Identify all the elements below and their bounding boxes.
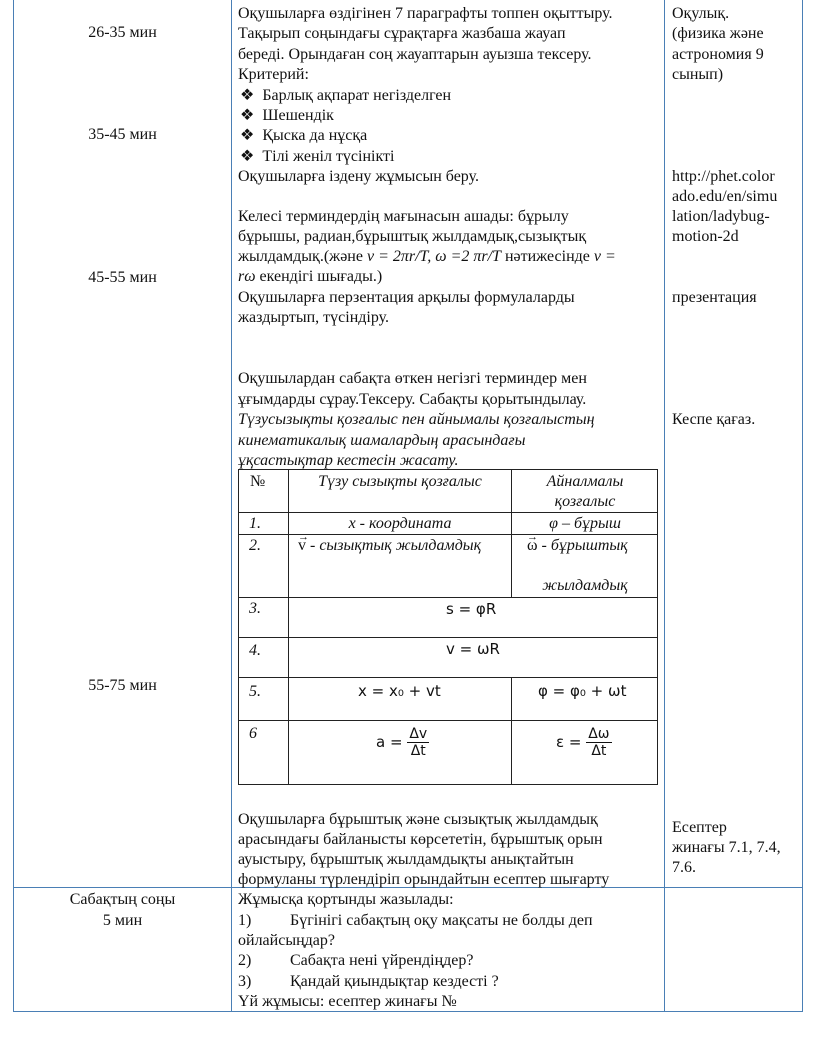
resource-link-line-4[interactable]: motion-2d [672,228,739,245]
p1-line-4: Критерий: [238,66,309,83]
criterion-4 [240,147,394,168]
p5-line-1: Оқушылардан сабақта өткен негізгі терминдер мен [238,370,587,387]
r2-num: 2. [249,537,261,554]
p5-italic-1: Түзусызықты қозғалыс пен айнымалы қозғалыстың [238,411,595,428]
table-border-left [13,0,14,1012]
end-item-1-cont: ойлайсыңдар? [238,932,335,949]
p3-line-2: бұрышы, радиан,бұрыштық жылдамдық,сызықтық [238,228,587,245]
r1-num: 1. [249,515,261,532]
p3-line-4 [238,267,382,288]
p3-line-3 [238,247,616,268]
p6-line-4: формуланы түрлендіріп орындайтын есептер шығарту [238,871,610,888]
r6-a-label: a = [376,733,403,751]
comparison-table-hline-3 [238,597,658,598]
resource-link-line-2[interactable]: ado.edu/en/simu [672,188,778,205]
r6-a-fraction [407,726,429,759]
r4-num: 4. [249,642,261,659]
resource-link-line-3[interactable]: lation/ladybug- [672,208,770,225]
time-label-4: 55-75 мин [88,677,157,694]
table-border-col1 [231,0,232,1012]
diamond-bullet-icon: ❖ [240,148,255,165]
p6-line-3: ауыстыру, бұрыштық жылдамдықты анықтайтын [238,851,574,868]
comparison-table-hline-4 [238,637,658,638]
end-line-1: Жұмысқа қортынды жазылады: [238,891,454,908]
p4-line-2: жаздыртып, түсіндіру. [238,309,390,326]
comparison-table-hline-5 [238,677,658,678]
diamond-bullet-icon: ❖ [240,127,255,144]
p6-line-2: арасындағы байланысты көрсететін, бұрыштық орын [238,831,603,848]
r2-omega-symbol: → ω [527,537,538,554]
resource-5-line-1: Есептер [672,819,727,836]
table-border-right [802,0,803,1012]
p3-result-word: нәтижесінде [504,248,590,265]
r1-rotational: φ – бұрыш [549,515,621,532]
end-item-1-text: Бүгінігі сабақтың оқу мақсаты не болды деп [290,912,593,929]
end-item-3 [238,972,499,993]
end-item-2 [238,951,473,972]
criterion-3 [240,126,367,147]
comparison-table-hline-6 [238,720,658,721]
r6-e-den: Δt [591,743,607,759]
resource-1-line-2: (физика және [672,25,764,42]
criterion-1 [240,86,451,107]
r5-rotational: φ = φ₀ + ωt [538,682,627,700]
p3-line-3-text: жылдамдық.(және [238,248,363,265]
r1-linear: x - координата [348,515,452,532]
p5-line-2: ұғымдарды сұрау.Тексеру. Сабақты қорытындылау. [238,391,587,408]
p2-text: Оқушыларға іздену жұмысын беру. [238,168,479,185]
end-item-1-num: 1) [238,912,252,929]
r4-formula: v = ωR [446,640,500,658]
r2-linear [298,536,481,557]
r6-e-fraction [586,726,611,759]
p4-line-1: Оқушыларға перзентация арқылы формулаларды [238,289,575,306]
r3-formula: s = φR [446,600,497,618]
p3-line-4-text: екендігі шығады.) [259,268,383,285]
comparison-table-vline-2b [511,677,512,785]
r5-linear: x = x₀ + vt [358,682,441,700]
r6-a-num: Δv [409,726,428,742]
criterion-4-text: Тілі женіл түсінікті [262,148,395,165]
diamond-bullet-icon: ❖ [240,87,255,104]
resource-1-line-3: астрономия 9 [672,46,764,63]
p3-line-1: Келесі терминдердің мағынасын ашады: бұрылу [238,208,569,225]
r2-rotational [527,536,628,557]
resource-link-line-1[interactable]: http://phet.color [672,168,775,185]
table-border-col2 [664,0,665,1012]
time-label-1: 26-35 мин [88,24,157,41]
p3-rw: rω [238,268,256,285]
r6-rotational [556,726,612,759]
p3-formula: v = 2πr/T, ω =2 πr/T [366,248,501,265]
r6-num: 6 [249,725,257,742]
end-item-2-num: 2) [238,952,252,969]
criterion-2 [240,106,334,127]
resource-cut-paper: Кеспе қағаз. [672,411,756,428]
p5-italic-3: ұқсастықтар кестесін жасату. [238,452,459,469]
r2-linear-text: - сызықтық жылдамдық [310,537,482,554]
homework-line: Үй жұмысы: есептер жинағы № [238,993,457,1010]
r2-rotational-2: жылдамдық [542,577,628,594]
th-rotational-2: қозғалыс [554,493,616,510]
end-time: 5 мин [102,912,143,929]
diamond-bullet-icon: ❖ [240,107,255,124]
th-linear: Түзу сызықты қозғалыс [318,473,482,490]
p1-line-3: береді. Орындаған соң жауаптарын ауызша тексеру. [238,46,592,63]
p5-italic-2: кинематикалық шамалардың арасындағы [238,432,526,449]
end-item-1 [238,911,593,932]
r2-v-symbol: → v [298,537,306,554]
r6-linear [376,726,429,759]
resource-5-line-2: жинағы 7.1, 7.4, [672,839,781,856]
r6-e-label: ε = [556,733,582,751]
criterion-3-text: Қыска да нұсқа [262,127,368,144]
criterion-1-text: Барлық ақпарат негізделген [262,87,452,104]
resource-presentation: презентация [672,289,757,306]
r5-num: 5. [249,683,261,700]
end-title: Сабақтың соңы [69,891,176,908]
resource-1-line-1: Оқулық. [672,5,730,22]
criterion-2-text: Шешендік [262,107,334,124]
end-item-3-text: Қандай қиындықтар кездесті ? [290,973,499,990]
time-label-3: 45-55 мин [88,269,157,286]
r3-num: 3. [249,600,261,617]
end-item-3-num: 3) [238,973,252,990]
th-rotational-1: Айналмалы [546,473,624,490]
p3-v-eq: v = [593,248,616,265]
end-item-2-text: Сабақта нені үйрендіңдер? [290,952,474,969]
resource-5-line-3: 7.6. [672,859,696,876]
p1-line-2: Тақырып соңындағы сұрақтарға жазбаша жауап [238,25,566,42]
p6-line-1: Оқушыларға бұрыштық және сызықтық жылдамдық [238,811,598,828]
time-label-2: 35-45 мин [88,126,157,143]
resource-1-line-4: сынып) [672,66,724,83]
th-number: № [250,473,266,490]
r6-e-num: Δω [588,726,610,742]
r2-rotational-text: - бұрыштық [541,537,628,554]
r6-a-den: Δt [410,743,426,759]
p1-line-1: Оқушыларға өздігінен 7 параграфты топпен оқыттыру. [238,5,613,22]
